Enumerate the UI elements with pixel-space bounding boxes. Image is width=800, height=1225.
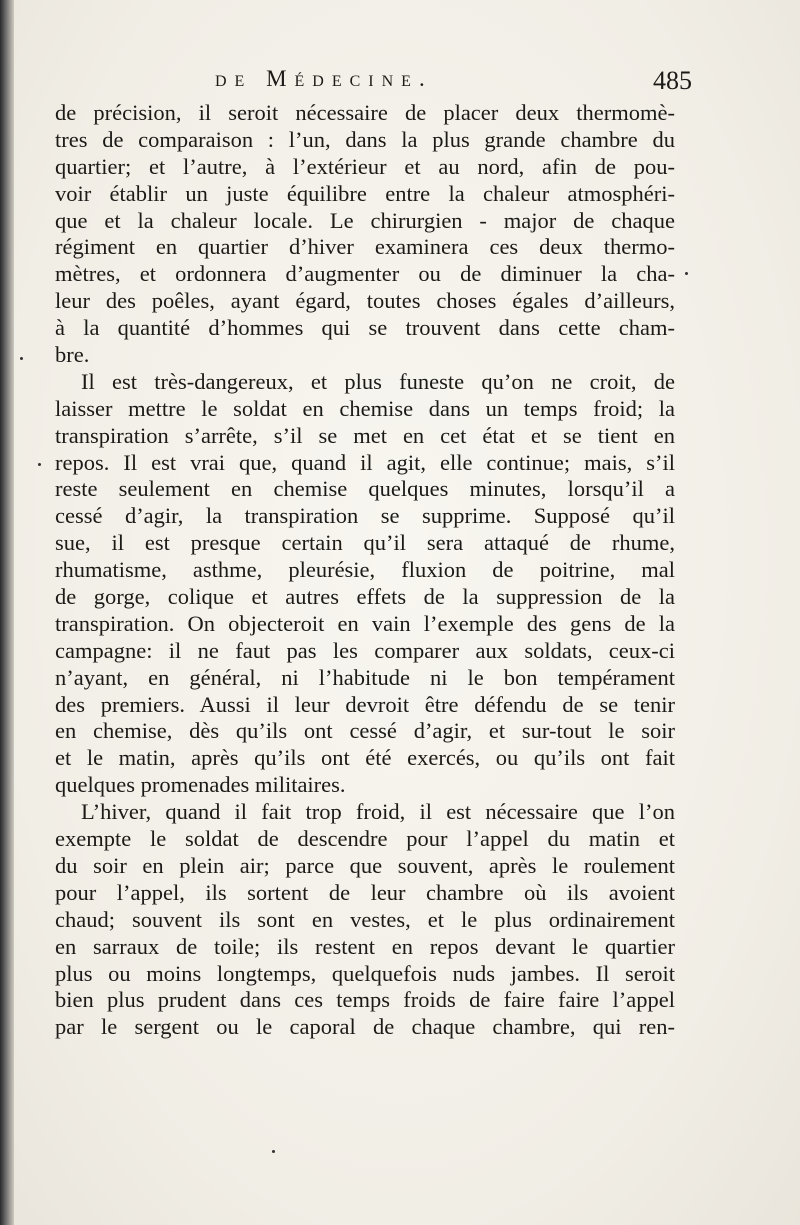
text-line: des premiers. Aussi il leur devroit être défendu de se tenir [55,691,675,717]
text-line: leur des poêles, ayant égard, toutes choses égales d’ailleurs, [55,288,675,314]
text-line: de précision, il seroit nécessaire de placer deux thermomè- [55,100,675,125]
text-line: bien plus prudent dans ces temps froids de faire faire l’appel [55,987,675,1013]
text-line: tres de comparaison : l’un, dans la plus grande chambre du [55,126,675,152]
text-line: sue, il est presque certain qu’il sera attaqué de rhume, [55,530,675,556]
text-line: bre. [55,342,90,368]
text-line: cessé d’agir, la transpiration se supprime. Supposé qu’il [55,503,675,529]
text-line: repos. Il est vrai que, quand il agit, elle continue; mais, s’il [55,449,675,475]
text-line: en chemise, dès qu’ils ont cessé d’agir, et sur-tout le soir [55,718,675,744]
text-line: exempte le soldat de descendre pour l’appel du matin et [55,826,675,852]
text-line: que et la chaleur locale. Le chirurgien - major de chaque [55,207,675,233]
text-line: campagne: il ne faut pas les comparer aux soldats, ceux-ci [55,637,675,663]
text-line: plus ou moins longtemps, quelquefois nuds jambes. Il seroit [55,960,675,986]
text-line: reste seulement en chemise quelques minutes, lorsqu’il a [55,476,675,502]
text-line: laisser mettre le soldat en chemise dans un temps froid; la [55,395,675,421]
text-line: régiment en quartier d’hiver examinera ces deux thermo- [55,234,675,260]
text-line: par le sergent ou le caporal de chaque chambre, qui ren- [55,1014,675,1040]
page-number: 485 [653,66,692,95]
text-line: n’ayant, en général, ni l’habitude ni le bon tempérament [55,664,675,690]
body-text [55,100,675,1041]
text-line: transpiration. On objecteroit en vain l’exemple des gens de la [55,610,675,636]
text-line: voir établir un juste équilibre entre la chaleur atmosphéri- [55,180,675,206]
text-line: quartier; et l’autre, à l’extérieur et au nord, afin de pou- [55,153,675,179]
page-binding-edge [0,0,14,1225]
print-speck [20,357,23,360]
running-head [60,64,692,104]
text-line: et le matin, après qu’ils ont été exercés, ou qu’ils ont fait [55,745,675,771]
text-line: mètres, et ordonnera d’augmenter ou de diminuer la cha- [55,261,675,287]
text-line: chaud; souvent ils sont en vestes, et le plus ordinairement [55,906,675,932]
text-line: transpiration s’arrête, s’il se met en cet état et se tient en [55,422,675,448]
running-title: de Médecine. [215,66,433,91]
text-line: de gorge, colique et autres effets de la suppression de la [55,584,675,610]
print-speck [685,272,688,275]
text-line: rhumatisme, asthme, pleurésie, fluxion de poitrine, mal [55,557,675,583]
text-line: pour l’appel, ils sortent de leur chambre où ils avoient [55,879,675,905]
paragraph-start-line: L’hiver, quand il fait trop froid, il est nécessaire que l’on [81,799,675,825]
print-speck [272,1150,275,1153]
text-line: en sarraux de toile; ils restent en repos devant le quartier [55,933,675,959]
text-line: à la quantité d’hommes qui se trouvent dans cette cham- [55,315,675,341]
text-line: du soir en plein air; parce que souvent, après le roulement [55,852,675,878]
print-speck [38,463,41,466]
text-line: quelques promenades militaires. [55,772,346,798]
paragraph-start-line: Il est très-dangereux, et plus funeste qu’on ne croit, de [81,368,675,394]
